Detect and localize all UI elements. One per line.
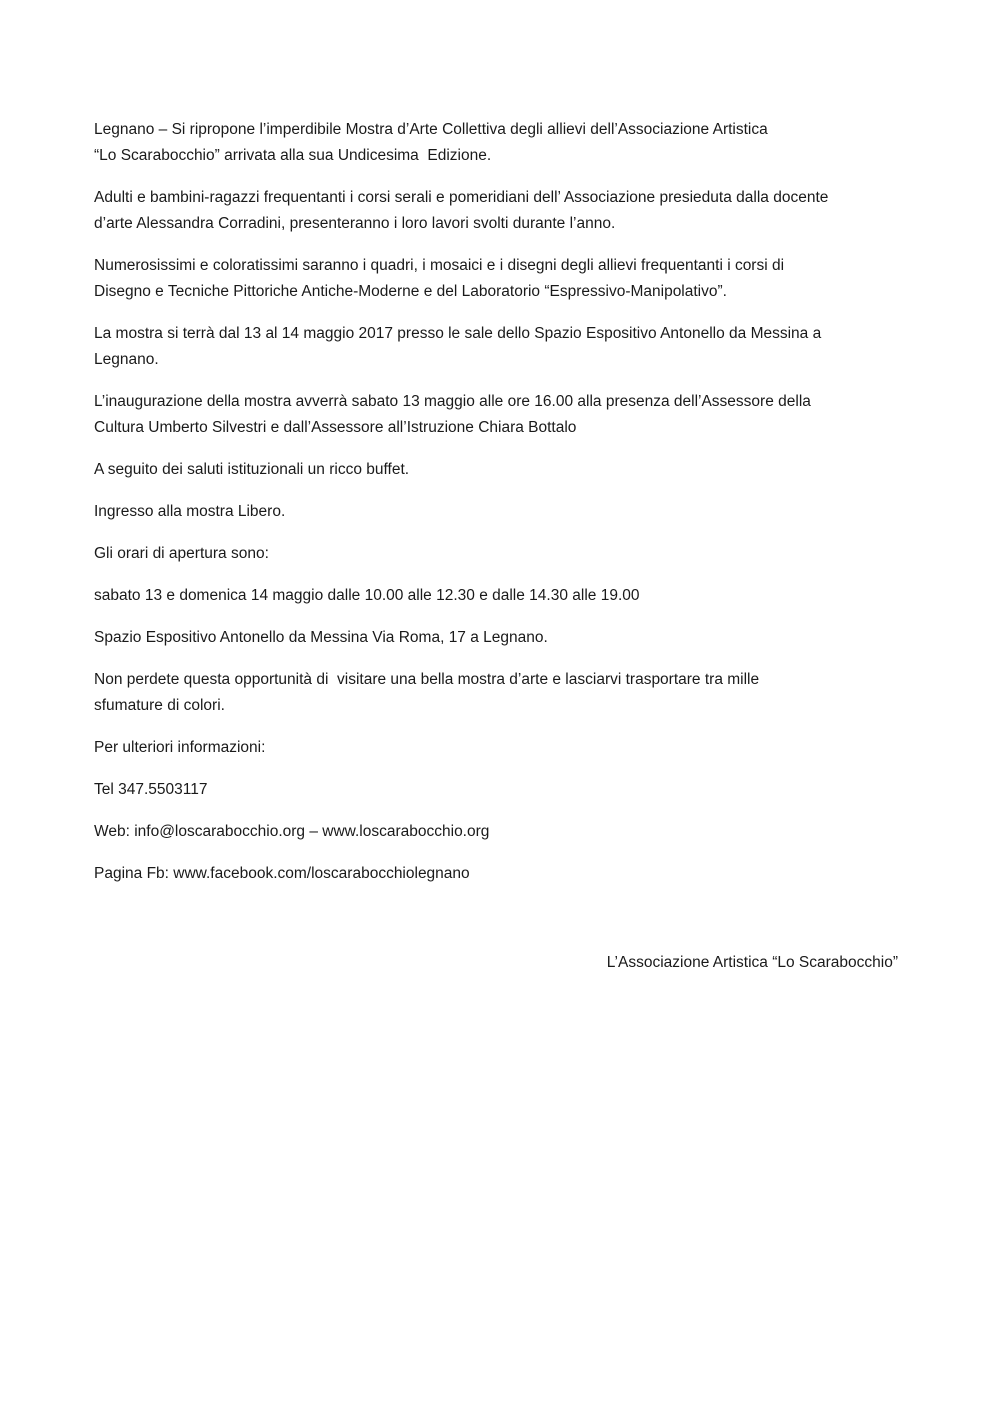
paragraph-phone: Tel 347.5503117 [94,781,208,798]
paragraph-entry: Ingresso alla mostra Libero. [94,503,286,520]
signature: L’Associazione Artistica “Lo Scarabocchio” [606,954,898,971]
paragraph-invitation: Non perdete questa opportunità di visitare una bella mostra d’arte e lasciarvi trasportare tra mille sfumature di colori. [94,671,760,714]
paragraph-buffet: A seguito dei saluti istituzionali un ricco buffet. [94,461,410,478]
paragraph-inauguration: L’inaugurazione della mostra avverrà sabato 13 maggio alle ore 16.00 alla presenza dell’Assessore della Cultura Umberto Silvestri e dall’Assessore all’Istruzione Chiara Bottalo [94,393,811,436]
paragraph-info-heading: Per ulteriori informazioni: [94,739,266,756]
paragraph-works: Numerosissimi e coloratissimi saranno i quadri, i mosaici e i disegni degli allievi frequentanti i corsi di Disegno e Tecniche Pittoriche Antiche-Moderne e del Laboratorio “Espressivo-Manipolativo”. [94,257,785,300]
paragraph-facebook: Pagina Fb: www.facebook.com/loscarabocchiolegnano [94,865,470,882]
paragraph-address: Spazio Espositivo Antonello da Messina Via Roma, 17 a Legnano. [94,629,548,646]
paragraph-dates: La mostra si terrà dal 13 al 14 maggio 2017 presso le sale dello Spazio Espositivo Antonello da Messina a Legnano. [94,325,822,368]
paragraph-web: Web: info@loscarabocchio.org – www.loscarabocchio.org [94,823,490,840]
paragraph-hours: sabato 13 e domenica 14 maggio dalle 10.00 alle 12.30 e dalle 14.30 alle 19.00 [94,587,640,604]
paragraph-hours-heading: Gli orari di apertura sono: [94,545,269,562]
paragraph-participants: Adulti e bambini-ragazzi frequentanti i corsi serali e pomeridiani dell’ Associazione presieduta dalla docente d’arte Alessandra Corradini, presenteranno i loro lavori svolti durante l’anno. [94,189,829,232]
document-body [94,117,902,903]
paragraph-intro: Legnano – Si ripropone l’imperdibile Mostra d’Arte Collettiva degli allievi dell’Associazione Artistica “Lo Scarabocchio” arrivata alla sua Undicesima Edizione. [94,121,768,164]
